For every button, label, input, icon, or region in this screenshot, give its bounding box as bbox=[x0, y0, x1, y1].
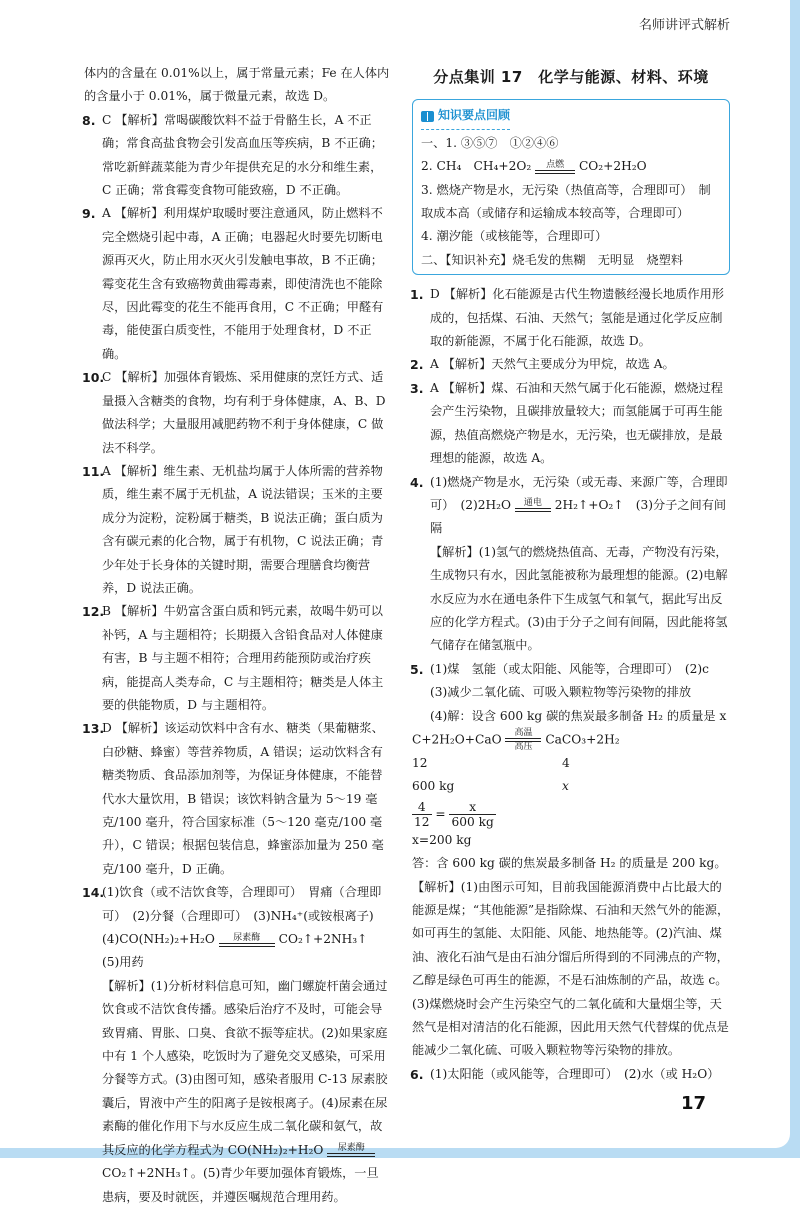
item-text: A 【解析】维生素、无机盐均属于人体所需的营养物质，维生素不属于无机盐，A 说法错误；玉米的主要成分为淀粉，淀粉属于糖类，B 说法正确；蛋白质为含有碳元素的化合物，属于有机物，C 说法正确；青少年处于长身体的关键时期，需要合理膳食均衡营养，D 说法正确。 bbox=[102, 463, 384, 595]
condition-label: 尿素酶 bbox=[233, 932, 261, 943]
equal-sign bbox=[535, 170, 575, 174]
condition-bottom: 高压 bbox=[514, 741, 533, 752]
item14-analysis bbox=[102, 975, 390, 1209]
left-intro: 体内的含量在 0.01%以上，属于常量元素；Fe 在人体内的含量小于 0.01%，属于微量元素，故选 D。 bbox=[84, 66, 390, 104]
item-number: 3. bbox=[410, 380, 424, 396]
denominator: 600 kg bbox=[451, 814, 494, 829]
equal-sign bbox=[327, 1153, 375, 1157]
item-number: 2. bbox=[410, 357, 424, 373]
item5-line2: (3)减少二氧化硫、可吸入颗粒物等污染物的排放 bbox=[430, 685, 692, 700]
knowledge-box bbox=[412, 99, 730, 275]
condition-top: 高温 bbox=[514, 727, 533, 738]
item-number: 6. bbox=[410, 1066, 424, 1082]
knowledge-line: 3. 燃烧产物是水，无污染（热值高等，合理即可） 制取成本高（或储存和运输成本较高等，合理即可） bbox=[421, 182, 711, 221]
right-column bbox=[412, 62, 730, 1086]
answer-item bbox=[84, 366, 390, 460]
item-number: 13. bbox=[82, 721, 105, 737]
calc-value: 600 kg bbox=[412, 779, 455, 794]
item-text: B 【解析】牛奶富含蛋白质和钙元素，故喝牛奶可以补钙，A 与主题相符；长期摄入含铅食品对人体健康有害，B 与主题不相符；合理用药能预防或治疗疾病，能提高人类寿命，C 与主题相符；糖类是人体主要的供能物质，D 与主题相符。 bbox=[102, 604, 384, 712]
section-title: 分点集训 17 化学与能源、材料、环境 bbox=[433, 68, 709, 86]
fraction bbox=[412, 800, 432, 829]
item14-line1: (1)饮食（或不洁饮食等，合理即可） 胃痛（合理即可） (2)分餐（合理即可） (3)NH₄⁺(或铵根离子) bbox=[102, 885, 382, 923]
answer-item bbox=[412, 353, 730, 376]
item5-line3: (4)解：设含 600 kg 碳的焦炭最多制备 H₂ 的质量是 x bbox=[430, 708, 727, 723]
calc-value: 4 bbox=[562, 755, 570, 770]
item4-text: (1)燃烧产物是水，无污染（或无毒、来源广等，合理即可） (2)2H₂O bbox=[430, 474, 728, 512]
answer-item bbox=[412, 283, 730, 353]
equation-right: CO₂+2H₂O bbox=[578, 159, 647, 174]
item-text: A 【解析】天然气主要成分为甲烷，故选 A。 bbox=[430, 357, 675, 372]
calc-row bbox=[412, 752, 730, 775]
answer-item-4 bbox=[412, 471, 730, 658]
item14-equation bbox=[102, 928, 390, 951]
calc-value: x bbox=[562, 779, 569, 794]
equal-sign bbox=[515, 508, 551, 512]
item-number: 5. bbox=[410, 661, 424, 677]
item-text: A 【解析】煤、石油和天然气属于化石能源，燃烧过程会产生污染物，且碳排放量较大；而氢能属于可再生能源，热值高燃烧产物是水，无污染，也无碳排放，是最理想的能源，故选 A。 bbox=[430, 380, 723, 466]
knowledge-line: 4. 潮汐能（或核能等，合理即可） bbox=[421, 229, 608, 244]
answer-item-14 bbox=[84, 881, 390, 1209]
answer-item bbox=[84, 109, 390, 203]
equation-left: (4)CO(NH₂)₂+H₂O bbox=[102, 932, 215, 947]
item-number: 4. bbox=[410, 474, 424, 490]
item-text: D 【解析】该运动饮料中含有水、糖类（果葡糖浆、白砂糖、蜂蜜）等营养物质，A 错误；运动饮料含有糖类物质、食品添加剂等，为保证身体健康，不能替代水大量饮用，B 错误；该饮料钠含量为 5～19 毫克/100 毫升，符合国家标准（5～120 毫克/100 毫升），C 错误；根据包装信息，蜂蜜添加量为 250 毫克/100 毫升，D 正确。 bbox=[102, 721, 384, 876]
item-text: C 【解析】常喝碳酸饮料不益于骨骼生长，A 不正确；常食高盐食物会引发高血压等疾病，B 不正确；常吃新鲜蔬菜能为青少年提供充足的水分和维生素，C 正确；常食霉变食物可能致癌，D 不正确。 bbox=[102, 112, 383, 198]
knowledge-title-text: 知识要点回顾 bbox=[438, 108, 511, 123]
answer-item bbox=[84, 460, 390, 600]
item-number: 12. bbox=[82, 604, 105, 620]
item-number: 8. bbox=[82, 112, 96, 128]
reaction-condition bbox=[515, 498, 551, 512]
calc-row bbox=[412, 775, 730, 798]
answer-item bbox=[84, 717, 390, 881]
item-number: 9. bbox=[82, 206, 96, 222]
fraction bbox=[449, 800, 495, 829]
calc-value: 12 bbox=[412, 755, 428, 770]
answer-item bbox=[84, 202, 390, 366]
reaction-condition bbox=[219, 933, 275, 947]
answer-item-5 bbox=[412, 658, 730, 1063]
condition-label: 点燃 bbox=[546, 159, 565, 170]
item5-equation bbox=[412, 728, 730, 752]
numerator: 4 bbox=[412, 800, 432, 815]
equation-left: C+2H₂O+CaO bbox=[412, 732, 502, 747]
equation-left: 2. CH₄ CH₄+2O₂ bbox=[421, 159, 532, 174]
knowledge-line bbox=[421, 155, 721, 178]
item-text: A 【解析】利用煤炉取暖时要注意通风，防止燃料不完全燃烧引起中毒，A 正确；电器起火时要先切断电源再灭火，防止用水灭火引发触电事故，B 不正确；霉变花生含有致癌物黄曲霉毒素，即使清洗也不能除尽，因此霉变的花生不能再食用，C 不正确；甲醛有毒，能使蛋白质变性，不能用于处理食材，D 不正确。 bbox=[102, 206, 384, 361]
item4-analysis: 【解析】(1)氢气的燃烧热值高、无毒，产物没有污染，生成物只有水，因此氢能被称为最理想的能源。(2)电解水反应为水在通电条件下生成氢气和氧气，据此写出反应的化学方程式。(3)由于分子之间有间隔，因此能将氢气储存在储氢瓶中。 bbox=[430, 544, 728, 653]
analysis-text: 【解析】(1)分析材料信息可知，幽门螺旋杆菌会通过饮食或不洁饮食传播。感染后治疗不及时，可能会导致胃痛、胃胀、口臭、食欲不振等症状。(2)如果家庭中有 1 个人感染，吃饭时为了避免交叉感染，可采用分餐等方式。(3)由图可知，感染者服用 C-13 尿素胶囊后，胃液中产生的阳离子是铵根离子。(4)尿素在尿素酶的催化作用下与水反应生成二氧化碳和氨气，故其反应的化学方程式为 CO(NH₂)₂+H₂O bbox=[102, 978, 388, 1157]
header-title: 名师讲评式解析 bbox=[638, 18, 730, 33]
analysis-text-tail: CO₂↑+2NH₃↑。(5)青少年要加强体育锻炼，一旦患病，要及时就医，并遵医嘱规范合理用药。 bbox=[102, 1166, 379, 1204]
item-number: 11. bbox=[82, 463, 105, 479]
reaction-condition bbox=[327, 1143, 375, 1157]
answer-item-6 bbox=[412, 1063, 730, 1086]
item4-text-tail: 2H₂↑+O₂↑ (3)分子之间有间隔 bbox=[430, 497, 727, 536]
item-text: (1)太阳能（或风能等，合理即可） (2)水（或 H₂O） bbox=[430, 1066, 720, 1081]
item4-line bbox=[430, 471, 730, 541]
item-text: C 【解析】加强体育锻炼、采用健康的烹饪方式、适量摄入含糖类的食物，均有利于身体健康，A、B、D 做法科学；大量服用减肥药物不利于身体健康，C 做法不科学。 bbox=[102, 370, 386, 455]
condition-label: 通电 bbox=[523, 498, 542, 509]
equation-right: CO₂↑+2NH₃↑ bbox=[278, 932, 368, 947]
proportion bbox=[412, 799, 730, 829]
knowledge-box-title bbox=[421, 104, 510, 129]
equals-sign: = bbox=[435, 806, 446, 821]
book-icon bbox=[421, 111, 434, 122]
condition-label: 尿素酶 bbox=[337, 1143, 365, 1154]
item14-line5: (5)用药 bbox=[102, 955, 144, 970]
denominator: 12 bbox=[414, 814, 430, 829]
reaction-condition bbox=[505, 728, 541, 752]
item-text: D 【解析】化石能源是古代生物遗骸经漫长地质作用形成的，包括煤、石油、天然气；氢能是通过化学反应制取的新能源，不属于化石能源，故选 D。 bbox=[430, 287, 724, 349]
item5-line1: (1)煤 氢能（或太阳能、风能等，合理即可） (2)c bbox=[430, 661, 710, 676]
answer-item bbox=[412, 377, 730, 471]
knowledge-line: 二、【知识补充】烧毛发的焦糊 无明显 烧塑料 bbox=[421, 252, 684, 267]
item-number: 10. bbox=[82, 370, 105, 386]
answer-item bbox=[84, 600, 390, 717]
answer-line: 答：含 600 kg 碳的焦炭最多制备 H₂ 的质量是 200 kg。 bbox=[412, 856, 727, 871]
item-number: 14. bbox=[82, 885, 105, 901]
equation-right: CaCO₃+2H₂ bbox=[545, 732, 620, 747]
knowledge-line: 一、1. ③⑤⑦ ①②④⑥ bbox=[421, 135, 559, 150]
item-number: 1. bbox=[410, 287, 424, 303]
result: x=200 kg bbox=[412, 832, 472, 847]
page-number: 17 bbox=[680, 1093, 706, 1114]
reaction-condition bbox=[535, 160, 575, 174]
numerator: x bbox=[449, 800, 495, 815]
left-column bbox=[84, 62, 390, 1209]
equal-sign bbox=[219, 943, 275, 947]
item5-analysis: 【解析】(1)由图示可知，目前我国能源消费中占比最大的能源是煤；“其他能源”是指除煤、石油和天然气外的能源，如可再生的氢能、太阳能、风能、地热能等。(2)汽油、煤油、液化石油气是由石油分馏后所得到的不同沸点的产物，乙醇是绿色可再生的能源，不是石油炼制的产品，故选 c。(3)煤燃烧时会产生污染空气的二氧化硫和大量烟尘等，天然气是相对清洁的化石能源，因此用天然气代替煤的优点是能减少二氧化硫、可吸入颗粒物等污染物的排放。 bbox=[412, 879, 730, 1058]
